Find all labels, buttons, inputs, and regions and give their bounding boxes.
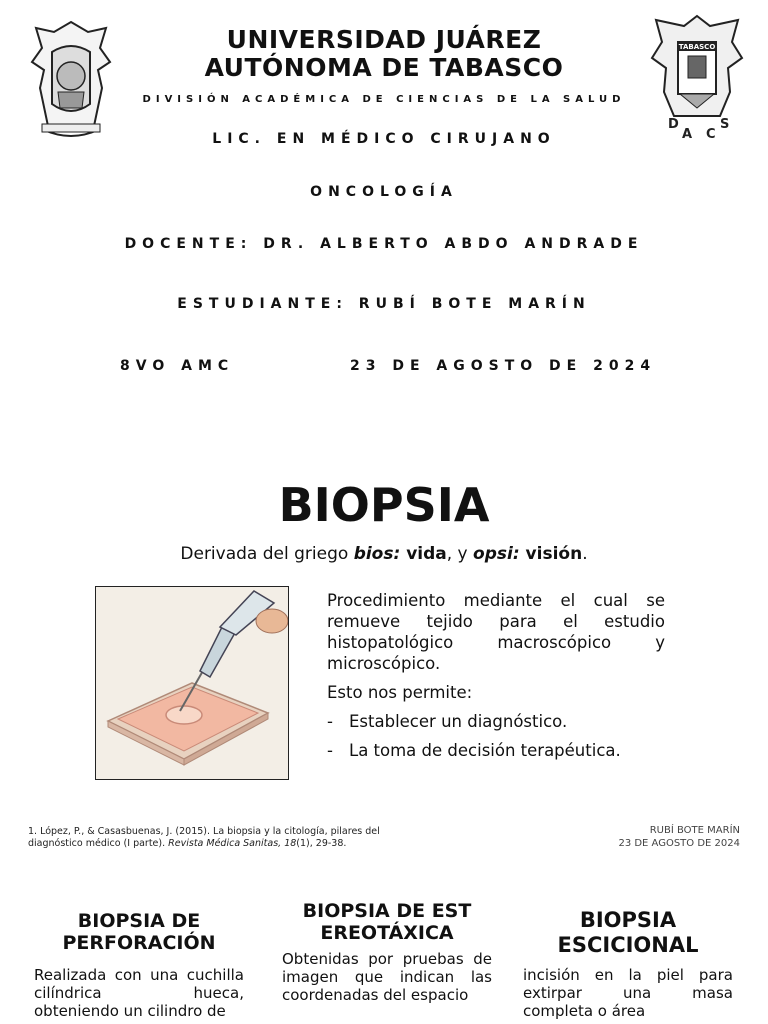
footer-author xyxy=(500,824,740,850)
card-body: incisión en la piel para extirpar una masa completa o área xyxy=(523,966,733,1020)
etym-vida: vida xyxy=(400,544,447,564)
degree-name: LIC. EN MÉDICO CIRUJANO xyxy=(212,131,556,147)
etymology-line xyxy=(0,544,768,564)
biopsy-description xyxy=(327,590,665,769)
card-body: Obtenidas por pruebas de imagen que indican las coordenadas del espacio xyxy=(282,950,492,1004)
teacher-name: DOCENTE: DR. ALBERTO ABDO ANDRADE xyxy=(124,236,644,252)
logo-letter-s: S xyxy=(720,117,730,132)
etym-prefix: Derivada del griego xyxy=(180,544,354,564)
card-body: Realizada con una cuchilla cilíndrica hueca, obteniendo un cilindro de xyxy=(34,966,244,1020)
card-estereotaxica xyxy=(282,900,492,1004)
card-title: BIOPSIA DE ESTEREOTÁXICA xyxy=(302,900,472,944)
reference-citation: 1. López, P., & Casasbuenas, J. (2015). La biopsia y la citología, pilares del diagnóstico médico (I parte). Revista Médica Sanitas, 18(1), 29-38. xyxy=(28,826,380,849)
date-label: 23 DE AGOSTO DE 2024 xyxy=(350,358,657,374)
card-escicional xyxy=(523,908,733,1020)
card-title: BIOPSIA DE PERFORACIÓN xyxy=(62,910,216,954)
university-title xyxy=(150,26,618,82)
benefits-list xyxy=(327,711,665,761)
reference-journal: Revista Médica Sanitas, 18 xyxy=(168,838,297,849)
logo-letter-d: D xyxy=(668,117,679,132)
section-title: BIOPSIA xyxy=(278,478,490,532)
etym-sep: , y xyxy=(446,544,474,564)
list-item: - La toma de decisión terapéutica. xyxy=(327,741,621,760)
subject-name: ONCOLOGÍA xyxy=(310,184,458,200)
student-name: ESTUDIANTE: RUBÍ BOTE MARÍN xyxy=(177,296,591,312)
etym-opsi: opsi: xyxy=(473,544,520,564)
logo-letter-a: A xyxy=(682,127,693,140)
biopsy-illustration xyxy=(95,586,289,780)
group-label: 8VO AMC xyxy=(120,358,235,374)
university-seal-logo xyxy=(28,18,114,146)
etym-end: . xyxy=(582,544,588,564)
description-text: Procedimiento mediante el cual se remueve tejido para el estudio histopatológico macroscópico y microscópico. xyxy=(327,591,665,673)
university-line-2: AUTÓNOMA DE TABASCO xyxy=(204,53,564,82)
card-perforacion xyxy=(34,910,244,1020)
etym-bios: bios: xyxy=(353,544,401,564)
logo-tabasco-text: TABASCO xyxy=(678,43,716,51)
etym-vision: visión xyxy=(519,544,583,564)
footer-name: RUBÍ BOTE MARÍN xyxy=(649,825,740,836)
list-item: - Establecer un diagnóstico. xyxy=(327,712,568,731)
footer-date: 23 DE AGOSTO DE 2024 xyxy=(618,838,740,849)
logo-letter-c: C xyxy=(706,127,716,140)
intro-text: Esto nos permite: xyxy=(327,683,473,702)
card-title: BIOPSIA ESCICIONAL xyxy=(557,908,699,957)
division-seal-logo xyxy=(648,12,746,140)
division-name: DIVISIÓN ACADÉMICA DE CIENCIAS DE LA SALUD xyxy=(142,94,626,105)
university-line-1: UNIVERSIDAD JUÁREZ xyxy=(226,25,542,54)
